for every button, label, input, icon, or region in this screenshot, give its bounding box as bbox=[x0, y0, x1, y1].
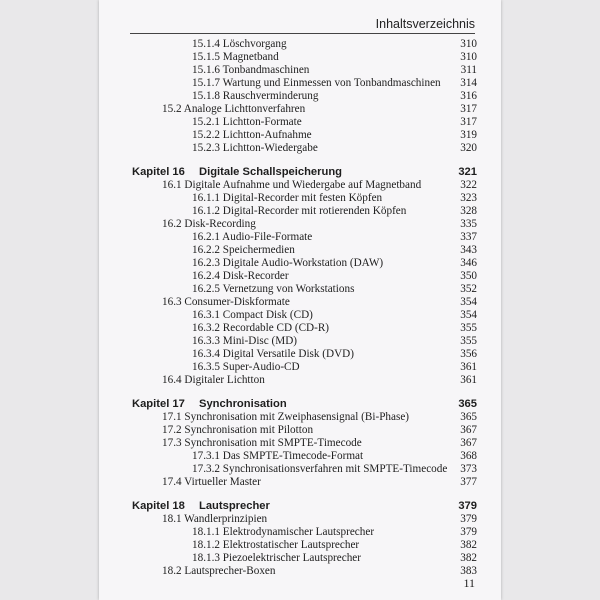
entry-page: 352 bbox=[460, 283, 477, 295]
entry-title: 18.2 Lautsprecher-Boxen bbox=[162, 565, 276, 577]
entry-page: 355 bbox=[460, 322, 477, 334]
entry-title: 15.2.1 Lichtton-Formate bbox=[192, 116, 302, 128]
entry-page: 356 bbox=[460, 348, 477, 360]
entry-title: 17.4 Virtueller Master bbox=[162, 476, 261, 488]
toc-subsection-entry bbox=[132, 335, 477, 348]
toc-section-entry bbox=[132, 437, 477, 450]
entry-title: 18.1.3 Piezoelektrischer Lautsprecher bbox=[192, 552, 361, 564]
running-header: Inhaltsverzeichnis bbox=[375, 17, 475, 31]
entry-page: 343 bbox=[460, 244, 477, 256]
toc-subsection-entry bbox=[132, 244, 477, 257]
book-page bbox=[99, 0, 501, 600]
toc-subsection-entry bbox=[132, 361, 477, 374]
entry-page: 379 bbox=[460, 526, 477, 538]
entry-title: 16.1.1 Digital-Recorder mit festen Köpfen bbox=[192, 192, 383, 204]
chapter-page: 321 bbox=[458, 166, 477, 178]
toc-subsection-entry bbox=[132, 348, 477, 361]
entry-title: 16.1.2 Digital-Recorder mit rotierenden Köpfen bbox=[192, 205, 407, 217]
entry-page: 320 bbox=[460, 142, 477, 154]
entry-title: 15.2.3 Lichtton-Wiedergabe bbox=[192, 142, 318, 154]
entry-page: 373 bbox=[460, 463, 477, 475]
entry-page: 354 bbox=[460, 309, 477, 321]
entry-title: 15.2 Analoge Lichttonverfahren bbox=[162, 103, 306, 115]
toc-section-entry bbox=[132, 565, 477, 578]
entry-page: 354 bbox=[460, 296, 477, 308]
entry-page: 322 bbox=[460, 179, 477, 191]
entry-page: 316 bbox=[460, 90, 477, 102]
entry-title: 16.3.1 Compact Disk (CD) bbox=[192, 309, 313, 321]
entry-title: 16.2.5 Vernetzung von Workstations bbox=[192, 283, 355, 295]
entry-page: 337 bbox=[460, 231, 477, 243]
entry-page: 368 bbox=[460, 450, 477, 462]
chapter-title: Lautsprecher bbox=[199, 500, 270, 512]
chapter-number: Kapitel 16 bbox=[132, 166, 185, 178]
chapter-page: 365 bbox=[458, 398, 477, 410]
chapter-heading bbox=[132, 499, 477, 513]
header-rule bbox=[130, 33, 475, 34]
entry-page: 367 bbox=[460, 437, 477, 449]
chapter-spacer bbox=[132, 155, 477, 165]
entry-title: 15.1.7 Wartung und Einmessen von Tonbandmaschinen bbox=[192, 77, 441, 89]
entry-title: 16.3.2 Recordable CD (CD-R) bbox=[192, 322, 330, 334]
toc-section-entry bbox=[132, 103, 477, 116]
entry-title: 17.3 Synchronisation mit SMPTE-Timecode bbox=[162, 437, 362, 449]
entry-page: 383 bbox=[460, 565, 477, 577]
toc-subsection-entry bbox=[132, 205, 477, 218]
chapter-spacer bbox=[132, 387, 477, 397]
toc-section-entry bbox=[132, 218, 477, 231]
entry-title: 16.3 Consumer-Diskformate bbox=[162, 296, 290, 308]
entry-title: 17.1 Synchronisation mit Zweiphasensignal (Bi-Phase) bbox=[162, 411, 410, 423]
toc-subsection-entry bbox=[132, 450, 477, 463]
toc-section-entry bbox=[132, 411, 477, 424]
entry-page: 314 bbox=[460, 77, 477, 89]
entry-page: 311 bbox=[460, 64, 477, 76]
entry-page: 355 bbox=[460, 335, 477, 347]
toc-subsection-entry bbox=[132, 77, 477, 90]
chapter-title: Digitale Schallspeicherung bbox=[199, 166, 342, 178]
entry-page: 367 bbox=[460, 424, 477, 436]
entry-page: 382 bbox=[460, 539, 477, 551]
entry-title: 17.3.1 Das SMPTE-Timecode-Format bbox=[192, 450, 364, 462]
toc-section-entry bbox=[132, 476, 477, 489]
toc-subsection-entry bbox=[132, 38, 477, 51]
entry-title: 17.3.2 Synchronisationsverfahren mit SMPTE-Timecode bbox=[192, 463, 448, 475]
entry-page: 382 bbox=[460, 552, 477, 564]
toc-subsection-entry bbox=[132, 309, 477, 322]
entry-title: 15.2.2 Lichtton-Aufnahme bbox=[192, 129, 312, 141]
toc-subsection-entry bbox=[132, 192, 477, 205]
entry-title: 15.1.5 Magnetband bbox=[192, 51, 279, 63]
toc-subsection-entry bbox=[132, 257, 477, 270]
entry-title: 16.2.2 Speichermedien bbox=[192, 244, 295, 256]
toc-subsection-entry bbox=[132, 90, 477, 103]
entry-page: 310 bbox=[460, 51, 477, 63]
toc-subsection-entry bbox=[132, 129, 477, 142]
chapter-spacer bbox=[132, 489, 477, 499]
entry-title: 15.1.4 Löschvorgang bbox=[192, 38, 287, 50]
toc-subsection-entry bbox=[132, 231, 477, 244]
entry-page: 365 bbox=[460, 411, 477, 423]
entry-title: 18.1.2 Elektrostatischer Lautsprecher bbox=[192, 539, 360, 551]
toc-subsection-entry bbox=[132, 142, 477, 155]
page-number: 11 bbox=[463, 576, 475, 590]
entry-title: 16.2.3 Digitale Audio-Workstation (DAW) bbox=[192, 257, 384, 269]
entry-page: 379 bbox=[460, 513, 477, 525]
chapter-number: Kapitel 18 bbox=[132, 500, 185, 512]
toc-subsection-entry bbox=[132, 283, 477, 296]
toc-subsection-entry bbox=[132, 526, 477, 539]
entry-page: 323 bbox=[460, 192, 477, 204]
chapter-heading bbox=[132, 165, 477, 179]
toc-subsection-entry bbox=[132, 64, 477, 77]
entry-title: 18.1 Wandlerprinzipien bbox=[162, 513, 268, 525]
toc-subsection-entry bbox=[132, 116, 477, 129]
entry-page: 377 bbox=[460, 476, 477, 488]
toc-subsection-entry bbox=[132, 539, 477, 552]
entry-title: 15.1.8 Rauschverminderung bbox=[192, 90, 319, 102]
toc-subsection-entry bbox=[132, 463, 477, 476]
entry-title: 16.2 Disk-Recording bbox=[162, 218, 256, 230]
toc-subsection-entry bbox=[132, 270, 477, 283]
toc-section-entry bbox=[132, 296, 477, 309]
table-of-contents bbox=[132, 38, 477, 578]
toc-subsection-entry bbox=[132, 322, 477, 335]
entry-title: 16.3.4 Digital Versatile Disk (DVD) bbox=[192, 348, 354, 360]
entry-page: 310 bbox=[460, 38, 477, 50]
entry-page: 328 bbox=[460, 205, 477, 217]
toc-subsection-entry bbox=[132, 51, 477, 64]
entry-title: 16.3.5 Super-Audio-CD bbox=[192, 361, 300, 373]
chapter-number: Kapitel 17 bbox=[132, 398, 185, 410]
entry-title: 16.2.4 Disk-Recorder bbox=[192, 270, 289, 282]
entry-page: 317 bbox=[460, 116, 477, 128]
entry-page: 335 bbox=[460, 218, 477, 230]
entry-page: 346 bbox=[460, 257, 477, 269]
entry-title: 18.1.1 Elektrodynamischer Lautsprecher bbox=[192, 526, 375, 538]
toc-subsection-entry bbox=[132, 552, 477, 565]
toc-section-entry bbox=[132, 374, 477, 387]
entry-title: 15.1.6 Tonbandmaschinen bbox=[192, 64, 310, 76]
entry-page: 319 bbox=[460, 129, 477, 141]
chapter-page: 379 bbox=[458, 500, 477, 512]
toc-section-entry bbox=[132, 424, 477, 437]
entry-title: 16.3.3 Mini-Disc (MD) bbox=[192, 335, 298, 347]
entry-title: 17.2 Synchronisation mit Pilotton bbox=[162, 424, 314, 436]
chapter-title: Synchronisation bbox=[199, 398, 287, 410]
chapter-heading bbox=[132, 397, 477, 411]
entry-title: 16.1 Digitale Aufnahme und Wiedergabe auf Magnetband bbox=[162, 179, 422, 191]
entry-page: 317 bbox=[460, 103, 477, 115]
entry-page: 361 bbox=[460, 374, 477, 386]
toc-section-entry bbox=[132, 179, 477, 192]
entry-title: 16.4 Digitaler Lichtton bbox=[162, 374, 265, 386]
toc-section-entry bbox=[132, 513, 477, 526]
entry-page: 350 bbox=[460, 270, 477, 282]
entry-page: 361 bbox=[460, 361, 477, 373]
entry-title: 16.2.1 Audio-File-Formate bbox=[192, 231, 313, 243]
